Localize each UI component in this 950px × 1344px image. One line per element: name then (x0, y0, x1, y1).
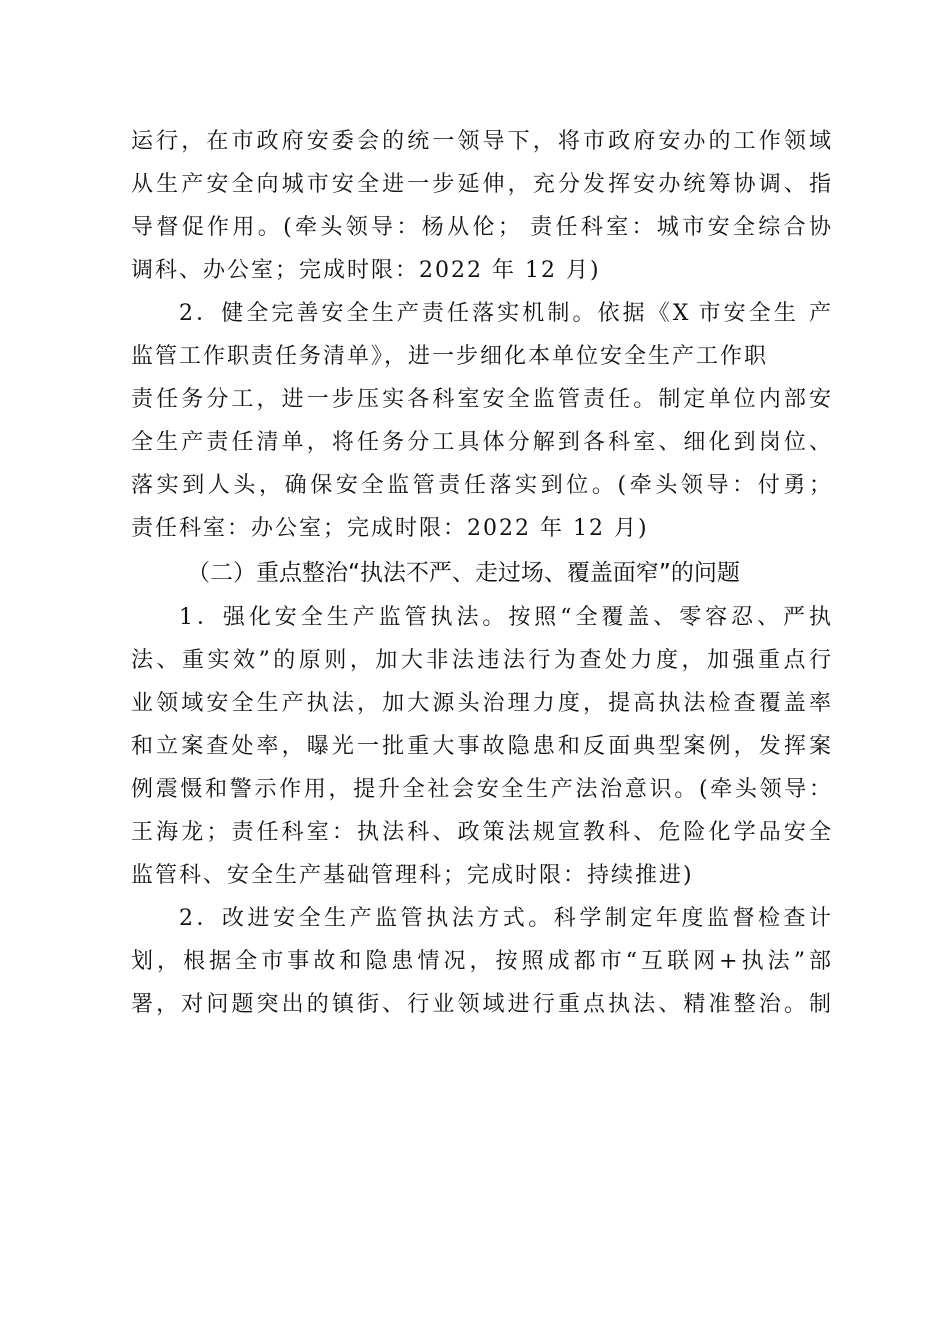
document-page (131, 120, 831, 1026)
text-line: 运行，在市政府安委会的统一领导下，将市政府安办的工作领域 (131, 129, 831, 154)
text-line: 2．改进安全生产监管执法方式。科学制定年度监督检查计 (179, 906, 831, 931)
lead-official-name: 王海龙 (131, 820, 207, 845)
text-line: 和立案查处率，曝光一批重大事故隐患和反面典型案例，发挥案 (131, 734, 831, 759)
text-line: 业领域安全生产执法，加大源头治理力度，提高执法检查覆盖率 (131, 691, 831, 716)
text-line: 2．健全完善安全生产责任落实机制。依据《X 市安全生 产 (179, 301, 831, 326)
text-line: 划，根据全市事故和隐患情况，按照成都市“互联网+执法”部 (131, 949, 831, 974)
lead-official-name: 付勇 (757, 473, 809, 498)
text-line (131, 464, 831, 507)
paragraph-1 (131, 120, 831, 292)
text-line: 监管工作职责任务清单》，进一步细化本单位安全生产工作职 (131, 344, 769, 369)
text-segment: ； 责任科室：城市安全综合协 (497, 215, 831, 240)
text-segment: ； (808, 473, 831, 498)
text-line: 全生产责任清单，将任务分工具体分解到各科室、细化到岗位、 (131, 430, 831, 455)
section-heading: （二）重点整治“执法不严、走过场、覆盖面窄”的问题 (187, 560, 740, 586)
lead-official-name: 杨从伦 (421, 215, 498, 240)
text-segment: 导督促作用。(牵头领导： (131, 215, 422, 240)
text-line: 责任科室：办公室；完成时限：2022 年 12 月) (131, 516, 649, 541)
paragraph-4 (131, 897, 831, 1026)
text-line (131, 811, 831, 854)
paragraph-2 (131, 292, 831, 550)
text-line: 署，对问题突出的镇街、行业领域进行重点执法、精准整治。制 (131, 992, 831, 1017)
text-line: 调科、办公室；完成时限：2022 年 12 月) (131, 258, 601, 283)
text-line (131, 206, 831, 249)
text-segment: ；责任科室：执法科、政策法规宣教科、危险化学品安全 (206, 820, 831, 845)
text-line: 法、重实效”的原则，加大非法违法行为查处力度，加强重点行 (131, 648, 831, 673)
text-line: 监管科、安全生产基础管理科；完成时限：持续推进) (131, 863, 694, 888)
text-segment: 落实到人头，确保安全监管责任落实到位。(牵头领导： (131, 473, 758, 498)
text-line: 从生产安全向城市安全进一步延伸，充分发挥安办统筹协调、指 (131, 172, 831, 197)
text-line: 责任务分工，进一步压实各科室安全监管责任。制定单位内部安 (131, 387, 831, 412)
paragraph-3 (131, 596, 831, 897)
text-line: 例震慑和警示作用，提升全社会安全生产法治意识。(牵头领导： (131, 777, 831, 802)
text-line: 1．强化安全生产监管执法。按照“全覆盖、零容忍、严执 (179, 605, 831, 630)
